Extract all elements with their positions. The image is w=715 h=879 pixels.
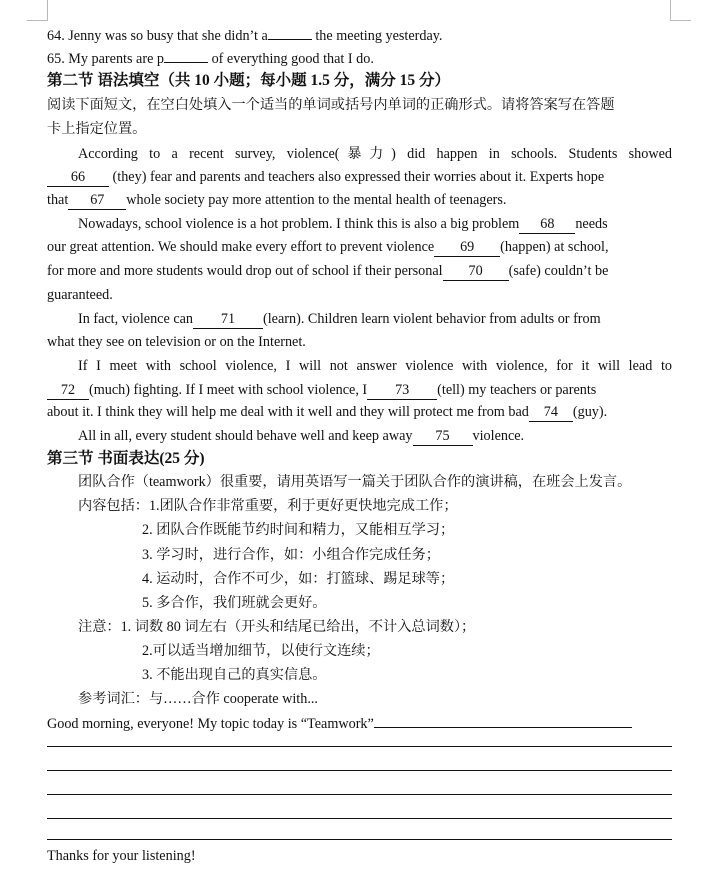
passage-line: In fact, violence can 71 (learn). Children learn violent behavior from adults or from [78,311,601,327]
blank-71[interactable]: 71 [193,311,263,329]
note-item-2: 2.可以适当增加细节，以使行文连续； [142,643,380,659]
passage-line: that 67 whole society pay more attention to the mental health of teenagers. [47,192,507,208]
passage-line: about it. I think they will help me deal with it well and they will protect me from bad 74 (guy). [47,404,608,420]
contents-item-2: 2. 团队合作既能节约时间和精力，又能相互学习； [142,522,455,538]
note-item-1: 注意：1. 词数 80 词左右（开头和结尾已给出，不计入总词数）； [78,619,476,635]
writing-prompt: 团队合作（teamwork）很重要，请用英语写一篇关于团队合作的演讲稿，在班会上发言。 [78,474,632,490]
blank-65[interactable] [164,62,208,63]
passage-line: our great attention. We should make every effort to prevent violence 69 (happen) at school, [47,239,609,255]
essay-closing: Thanks for your listening! [47,848,196,864]
essay-writing-line[interactable] [47,746,672,747]
blank-66[interactable]: 66 [47,169,109,187]
blank-74[interactable]: 74 [529,404,573,422]
blank-72[interactable]: 72 [47,382,89,400]
essay-writing-line[interactable] [47,794,672,795]
reference-vocabulary: 参考词汇：与……合作 cooperate with... [78,691,318,707]
passage-line: Nowadays, school violence is a hot problem. I think this is also a big problem 68 needs [78,216,608,232]
question-65: 65. My parents are p of everything good that I do. [47,51,374,67]
section-3-heading: 第三节 书面表达(25 分) [47,450,205,467]
essay-writing-line[interactable] [47,818,672,819]
contents-item-5: 5. 多合作，我们班就会更好。 [142,595,327,611]
question-64: 64. Jenny was so busy that she didn’t a the meeting yesterday. [47,28,443,44]
blank-68[interactable]: 68 [519,216,575,234]
crop-mark-top-right [670,0,691,21]
passage-line: 72 (much) fighting. If I meet with school violence, I 73 (tell) my teachers or parents [47,380,672,400]
crop-mark-top-left [27,0,48,21]
blank-73[interactable]: 73 [367,382,437,400]
note-item-3: 3. 不能出现自己的真实信息。 [142,667,327,683]
passage-line: for more and more students would drop out of school if their personal 70 (safe) couldn’t be [47,263,609,279]
blank-70[interactable]: 70 [443,263,509,281]
essay-writing-line[interactable] [47,770,672,771]
blank-67[interactable]: 67 [68,192,126,210]
contents-item-3: 3. 学习时，进行合作，如：小组合作完成任务； [142,547,440,563]
passage-line: what they see on television or on the Internet. [47,334,306,350]
section-2-heading: 第二节 语法填空（共 10 小题；每小题 1.5 分，满分 15 分） [47,72,451,89]
contents-item-1: 内容包括：1.团队合作非常重要，利于更好更快地完成工作； [78,498,458,514]
essay-writing-line[interactable] [47,839,672,840]
essay-opening: Good morning, everyone! My topic today is “Teamwork” [47,712,672,734]
blank-75[interactable]: 75 [413,428,473,446]
passage-line: guaranteed. [47,287,113,303]
passage-line: All in all, every student should behave well and keep away 75 violence. [78,428,525,444]
blank-64[interactable] [268,39,312,40]
passage-line: If I meet with school violence, I will not answer violence with violence, for it will lead to [78,358,672,374]
passage-line: According to a recent survey, violence(暴力) did happen in schools. Students showed [78,146,672,162]
section-2-instruction: 阅读下面短文，在空白处填入一个适当的单词或括号内单词的正确形式。请将答案写在答题 [47,97,615,113]
section-2-instruction-cont: 卡上指定位置。 [47,121,147,137]
contents-item-4: 4. 运动时，合作不可少，如：打篮球、踢足球等； [142,571,455,587]
essay-writing-line[interactable] [374,712,632,728]
passage-line: 66 (they) fear and parents and teachers also expressed their worries about it. Experts hope [47,167,672,187]
blank-69[interactable]: 69 [434,239,500,257]
